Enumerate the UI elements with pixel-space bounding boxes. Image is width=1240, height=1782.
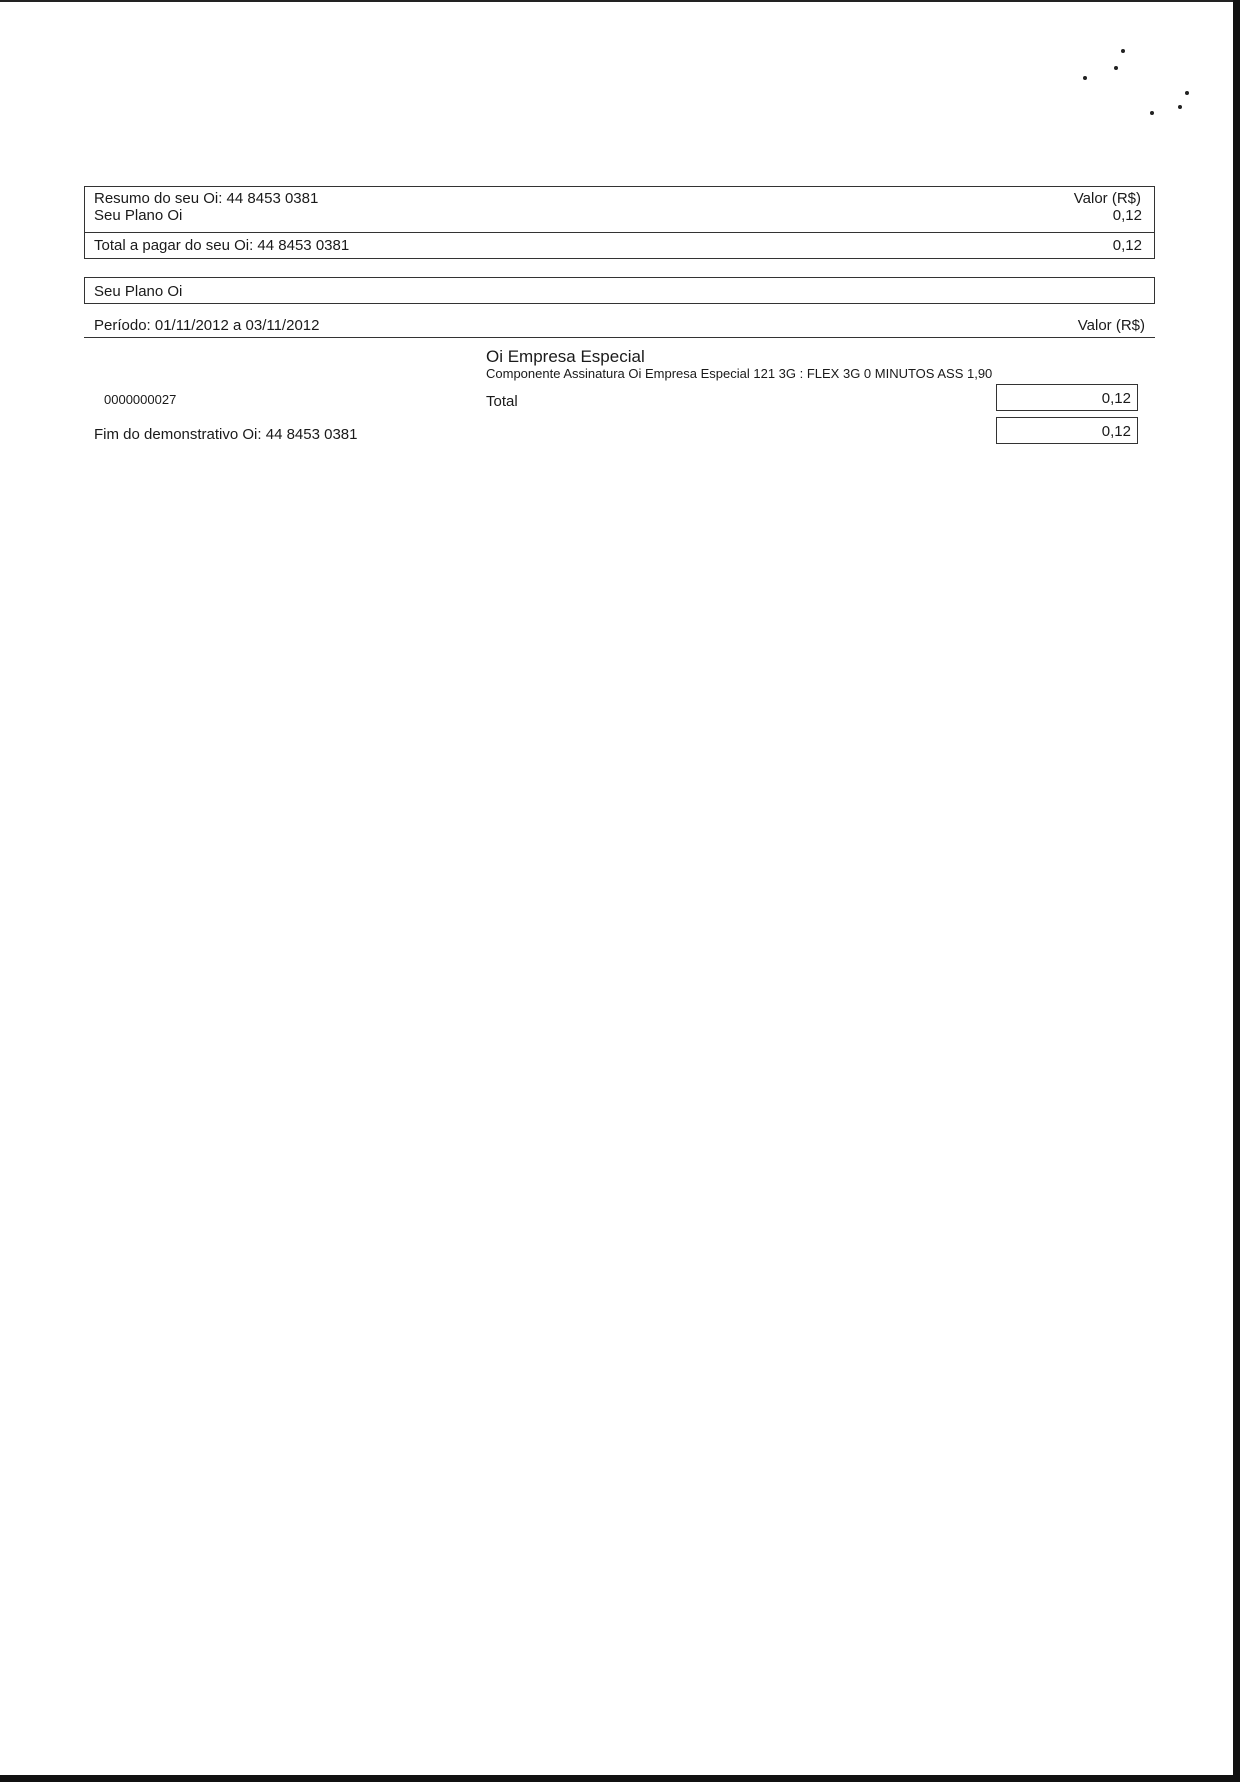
end-of-statement-label: Fim do demonstrativo Oi: 44 8453 0381	[94, 426, 358, 443]
summary-title: Resumo do seu Oi: 44 8453 0381	[94, 190, 319, 207]
scan-speck	[1150, 111, 1154, 115]
scan-speck	[1121, 49, 1125, 53]
plan-value-header: Valor (R$)	[1077, 317, 1145, 334]
scan-edge-top	[0, 0, 1240, 2]
summary-total-label: Total a pagar do seu Oi: 44 8453 0381	[94, 237, 350, 254]
plan-section-header-box	[84, 277, 1155, 304]
plan-total-value: 0,12	[1101, 390, 1131, 407]
plan-period: Período: 01/11/2012 a 03/11/2012	[94, 317, 320, 334]
scan-edge-right	[1233, 0, 1240, 1782]
summary-total-value: 0,12	[1112, 237, 1142, 254]
scan-speck	[1185, 91, 1189, 95]
scan-edge-bottom	[0, 1775, 1240, 1782]
summary-value-header: Valor (R$)	[1073, 190, 1141, 207]
service-name: Oi Empresa Especial	[486, 347, 645, 366]
plan-section-title: Seu Plano Oi	[94, 283, 183, 300]
end-total-value: 0,12	[1101, 423, 1131, 440]
line-code: 0000000027	[104, 392, 177, 407]
scan-speck	[1178, 105, 1182, 109]
service-component: Componente Assinatura Oi Empresa Especial 121 3G : FLEX 3G 0 MINUTOS ASS 1,90	[486, 366, 993, 381]
scan-speck	[1083, 76, 1087, 80]
summary-plan-label: Seu Plano Oi	[94, 207, 183, 224]
summary-plan-value: 0,12	[1112, 207, 1142, 224]
plan-period-divider	[84, 337, 1155, 338]
summary-divider	[84, 232, 1155, 233]
scan-speck	[1114, 66, 1118, 70]
plan-total-label: Total	[486, 393, 518, 410]
